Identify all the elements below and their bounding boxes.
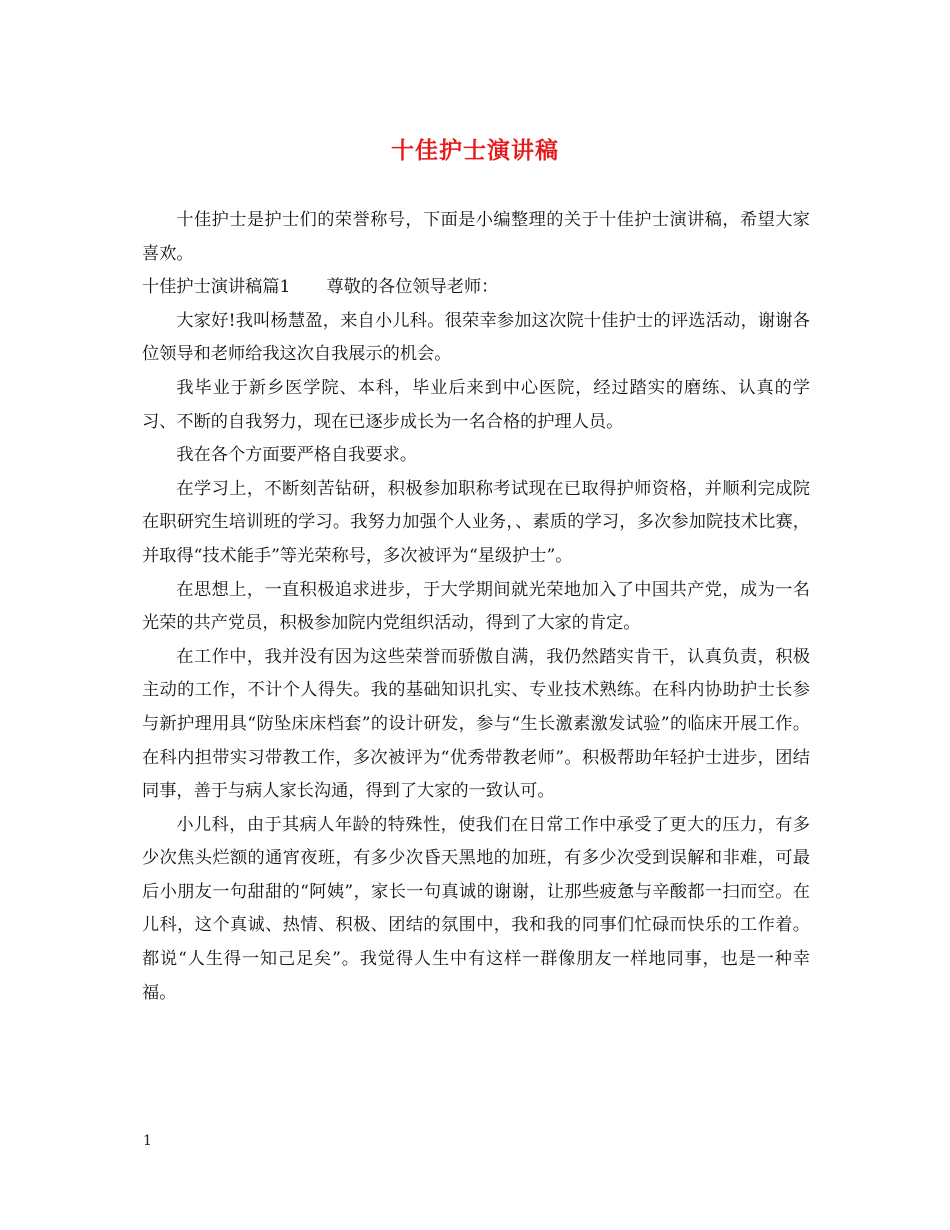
body-paragraph-2: 我毕业于新乡医学院、本科，毕业后来到中心医院，经过踏实的磨练、认真的学习、不断的自我努力，现在已逐步成长为一名合格的护理人员。 bbox=[142, 377, 810, 432]
salutation: 尊敬的各位领导老师： bbox=[326, 277, 499, 298]
body-paragraph-1: 大家好!我叫杨慧盈，来自小儿科。很荣幸参加这次院十佳护士的评选活动，谢谢各位领导和老师给我这次自我展示的机会。 bbox=[142, 310, 810, 365]
page-number: 1 bbox=[143, 1133, 152, 1149]
body-paragraph-3: 我在各个方面要严格自我要求。 bbox=[176, 445, 418, 466]
intro-paragraph: 十佳护士是护士们的荣誉称号，下面是小编整理的关于十佳护士演讲稿，希望大家喜欢。 bbox=[142, 210, 810, 264]
body-paragraph-7: 小儿科，由于其病人年龄的特殊性，使我们在日常工作中承受了更大的压力，有多少次焦头烂额的通宵夜班，有多少次昏天黑地的加班，有多少次受到误解和非难，可最后小朋友一句甜甜的“阿姨”，家长一句真诚的谢谢，让那些疲惫与辛酸都一扫而空。在儿科，这个真诚、热情、积极、团结的氛围中，我和我的同事们忙碌而快乐的工作着。都说“人生得一知己足矣”。我觉得人生中有这样一群像朋友一样地同事，也是一种幸福。 bbox=[142, 814, 810, 1003]
body-paragraph-6: 在工作中，我并没有因为这些荣誉而骄傲自满，我仍然踏实肯干，认真负责，积极主动的工作，不计个人得失。我的基础知识扎实、专业技术熟练。在科内协助护士长参与新护理用具“防坠床床档套”的设计研发，参与“生长激素激发试验”的临床开展工作。在科内担带实习带教工作，多次被评为“优秀带教老师”。积极帮助年轻护士进步，团结同事，善于与病人家长沟通，得到了大家的一致认可。 bbox=[142, 646, 810, 802]
section-heading: 十佳护士演讲稿篇1 bbox=[142, 277, 291, 298]
body-paragraph-5: 在思想上，一直积极追求进步，于大学期间就光荣地加入了中国共产党，成为一名光荣的共产党员，积极参加院内党组织活动，得到了大家的肯定。 bbox=[142, 579, 810, 634]
document-title: 十佳护士演讲稿 bbox=[391, 137, 559, 164]
document-body bbox=[142, 204, 810, 1010]
body-paragraph-4: 在学习上，不断刻苦钻研，积极参加职称考试现在已取得护师资格，并顺利完成院在职研究生培训班的学习。我努力加强个人业务，、素质的学习，多次参加院技术比赛，并取得“技术能手”等光荣称号，多次被评为“星级护士”。 bbox=[142, 478, 810, 566]
section-heading-line bbox=[142, 271, 810, 305]
